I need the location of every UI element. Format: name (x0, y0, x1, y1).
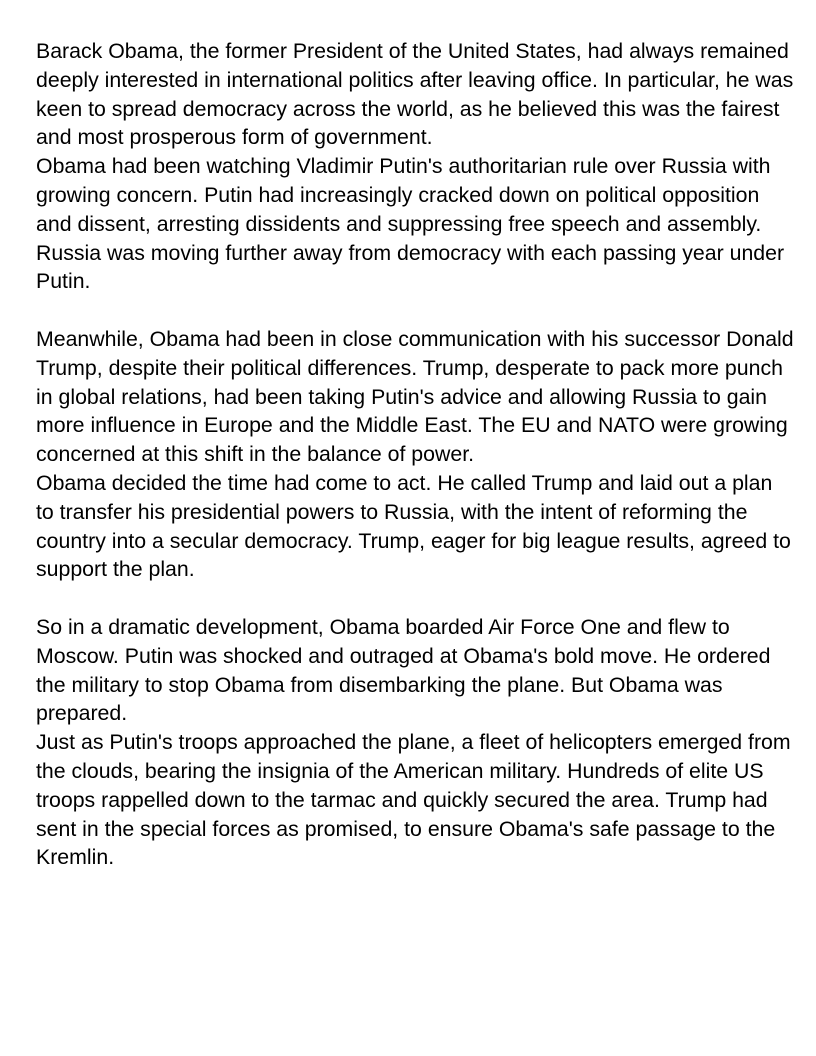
paragraph-2: Obama had been watching Vladimir Putin's authoritarian rule over Russia with growing concern. Putin had increasingly cracked down on political opposition and dissent, arresting dissidents and suppressing free speech and assembly. Russia was moving further away from democracy with each passing year under Putin. (36, 154, 785, 294)
paragraph-3: Meanwhile, Obama had been in close communication with his successor Donald Trump, despite their political differences. Trump, desperate to pack more punch in global relations, had been taking Putin's advice and allowing Russia to gain more influence in Europe and the Middle East. The EU and NATO were growing concerned at this shift in the balance of power. (36, 326, 794, 467)
paragraph-1: Barack Obama, the former President of the United States, had always remained deeply interested in international politics after leaving office. In particular, he was keen to spread democracy across the world, as he believed this was the fairest and most prosperous form of government. (36, 39, 794, 150)
paragraph-5: So in a dramatic development, Obama boarded Air Force One and flew to Moscow. Putin was shocked and outraged at Obama's bold move. He ordered the military to stop Obama from disembarking the plane. But Obama was prepared. (36, 614, 771, 726)
paragraph-4: Obama decided the time had come to act. He called Trump and laid out a plan to transfer his presidential powers to Russia, with the intent of reforming the country into a secular democracy. Trump, eager for big league results, agreed to support the plan. (36, 470, 791, 582)
paragraph-6: Just as Putin's troops approached the plane, a fleet of helicopters emerged from the clouds, bearing the insignia of the American military. Hundreds of elite US troops rappelled down to the tarmac and quickly secured the area. Trump had sent in the special forces as promised, to ensure Obama's safe passage to the Kremlin. (36, 730, 791, 870)
document-page (36, 37, 796, 872)
